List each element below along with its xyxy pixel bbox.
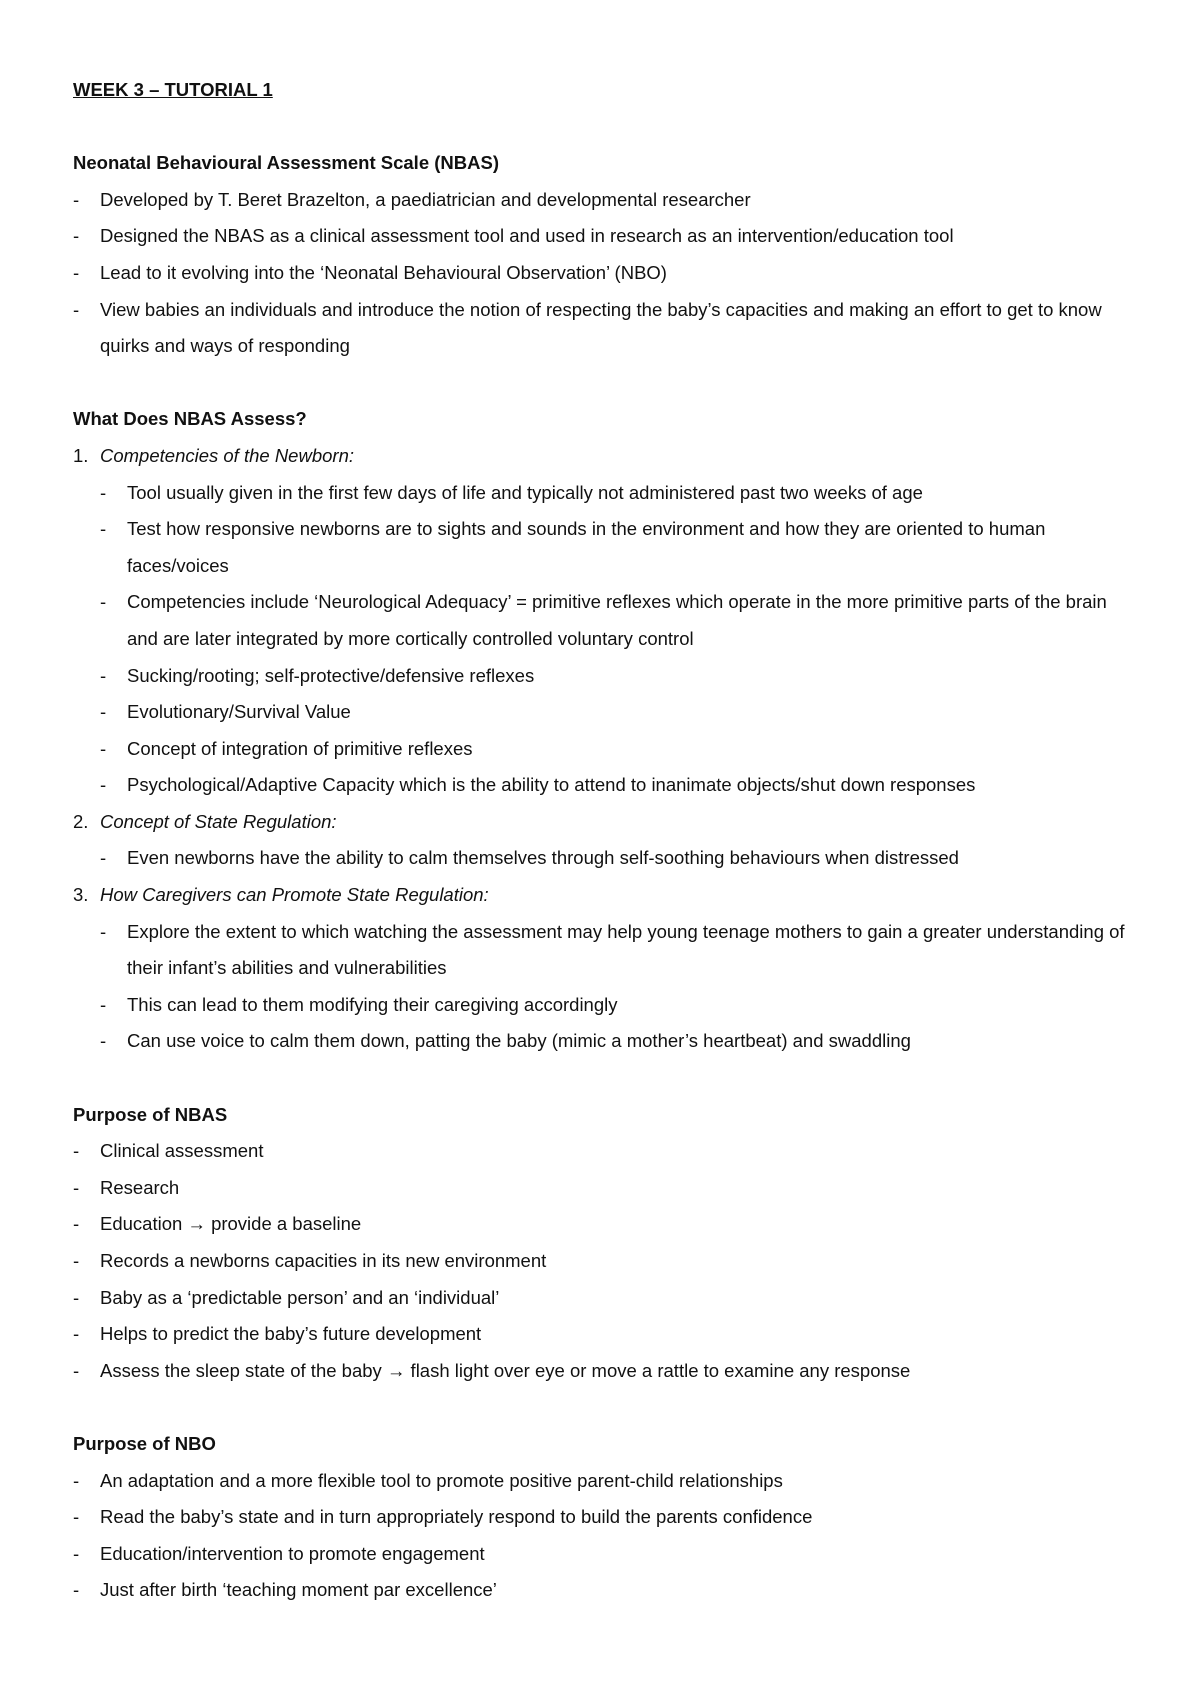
bullet-list <box>73 1133 1130 1389</box>
section-purpose-of-nbas <box>73 1097 1130 1390</box>
numbered-group <box>73 438 1130 804</box>
list-item: - Tool usually given in the first few days of life and typically not administered past two weeks of age <box>100 475 1130 512</box>
list-item: - Records a newborns capacities in its new environment <box>73 1243 1130 1280</box>
list-item: - Read the baby’s state and in turn appropriately respond to build the parents confidence <box>73 1499 1130 1536</box>
numbered-list <box>73 438 1130 1060</box>
list-item: - Psychological/Adaptive Capacity which is the ability to attend to inanimate objects/shut down responses <box>100 767 1130 804</box>
list-item: - Education → provide a baseline <box>73 1206 1130 1243</box>
bullet-list <box>73 182 1130 365</box>
list-item: - Explore the extent to which watching the assessment may help young teenage mothers to gain a greater understanding of their infant’s abilities and vulnerabilities <box>100 914 1130 987</box>
spacer <box>73 109 1130 146</box>
numbered-group <box>73 877 1130 1060</box>
section-heading: Purpose of NBO <box>73 1432 216 1454</box>
group-title: Concept of State Regulation: <box>100 810 337 832</box>
list-item: - Test how responsive newborns are to sights and sounds in the environment and how they are oriented to human faces/voices <box>100 511 1130 584</box>
list-item: - Can use voice to calm them down, patting the baby (mimic a mother’s heartbeat) and swaddling <box>100 1023 1130 1060</box>
list-item: - Lead to it evolving into the ‘Neonatal Behavioural Observation’ (NBO) <box>73 255 1130 292</box>
list-item: - Just after birth ‘teaching moment par excellence’ <box>73 1572 1130 1609</box>
section-heading: What Does NBAS Assess? <box>73 408 307 430</box>
list-item: - Evolutionary/Survival Value <box>100 694 1130 731</box>
list-item: - Designed the NBAS as a clinical assessment tool and used in research as an intervention/education tool <box>73 218 1130 255</box>
list-item: - Assess the sleep state of the baby → flash light over eye or move a rattle to examine any response <box>73 1353 1130 1390</box>
bullet-list <box>73 1463 1130 1609</box>
numbered-group <box>73 804 1130 877</box>
list-item: - Competencies include ‘Neurological Adequacy’ = primitive reflexes which operate in the more primitive parts of the brain and are later integrated by more cortically controlled voluntary control <box>100 584 1130 657</box>
section-heading: Neonatal Behavioural Assessment Scale (NBAS) <box>73 152 499 174</box>
list-item: - Sucking/rooting; self-protective/defensive reflexes <box>100 658 1130 695</box>
list-item: - Developed by T. Beret Brazelton, a paediatrician and developmental researcher <box>73 182 1130 219</box>
list-item: - Baby as a ‘predictable person’ and an ‘individual’ <box>73 1280 1130 1317</box>
section-what-does-nbas-assess <box>73 401 1130 1060</box>
list-item: - This can lead to them modifying their caregiving accordingly <box>100 987 1130 1024</box>
list-item: - Research <box>73 1170 1130 1207</box>
list-item: - Education/intervention to promote engagement <box>73 1536 1130 1573</box>
spacer <box>73 365 1130 402</box>
list-item: - Clinical assessment <box>73 1133 1130 1170</box>
group-title: How Caregivers can Promote State Regulation: <box>100 884 489 906</box>
numbered-group-heading <box>73 438 1130 475</box>
section-nbas <box>73 145 1130 365</box>
sub-bullet-list <box>100 914 1130 1060</box>
spacer <box>73 1060 1130 1097</box>
spacer <box>73 1389 1130 1426</box>
list-item: - Concept of integration of primitive reflexes <box>100 731 1130 768</box>
list-item: - Even newborns have the ability to calm themselves through self-soothing behaviours when distressed <box>100 840 1130 877</box>
section-purpose-of-nbo <box>73 1426 1130 1609</box>
sub-bullet-list <box>100 840 1130 877</box>
document-title: WEEK 3 – TUTORIAL 1 <box>73 79 273 100</box>
numbered-group-heading <box>73 804 1130 841</box>
list-item: - View babies an individuals and introduce the notion of respecting the baby’s capacities and making an effort to get to know quirks and ways of responding <box>73 292 1130 365</box>
numbered-group-heading <box>73 877 1130 914</box>
sub-bullet-list <box>100 475 1130 804</box>
list-item: - An adaptation and a more flexible tool to promote positive parent-child relationships <box>73 1463 1130 1500</box>
item-number: 3. <box>73 884 89 906</box>
group-title: Competencies of the Newborn: <box>100 444 354 466</box>
item-number: 2. <box>73 810 89 832</box>
list-item: - Helps to predict the baby’s future development <box>73 1316 1130 1353</box>
section-heading: Purpose of NBAS <box>73 1103 228 1125</box>
item-number: 1. <box>73 444 89 466</box>
